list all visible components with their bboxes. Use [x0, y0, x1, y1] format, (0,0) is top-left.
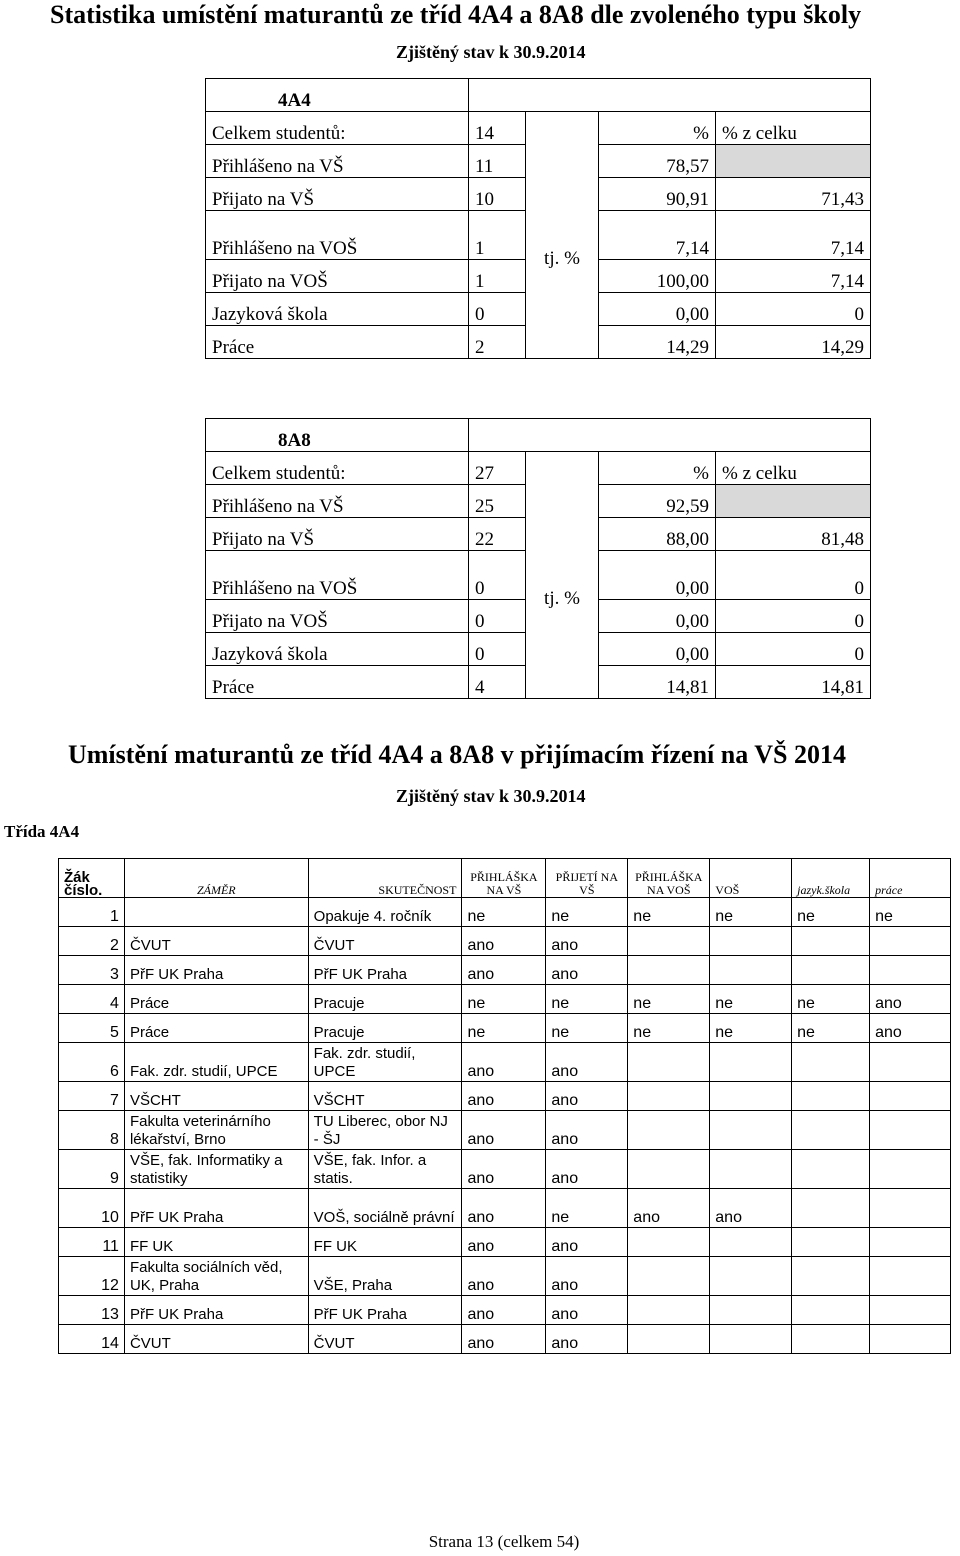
- applied-vs-cell: ano: [462, 1228, 546, 1257]
- reality-cell: Fak. zdr. studií, UPCE: [308, 1043, 462, 1082]
- language-school-cell: [792, 1111, 870, 1150]
- total-count: 27: [469, 452, 526, 485]
- table-row: [59, 927, 951, 956]
- row-pct-total: 0: [716, 633, 871, 666]
- row-count: 2: [469, 326, 526, 359]
- row-pct-total: [716, 145, 871, 178]
- applied-vos-cell: [628, 927, 710, 956]
- applied-vs-cell: ano: [462, 956, 546, 985]
- total-label: Celkem studentů:: [206, 112, 469, 145]
- vos-cell: [710, 1111, 792, 1150]
- total-count: 14: [469, 112, 526, 145]
- class-label: Třída 4A4: [4, 822, 80, 841]
- work-cell: [870, 1228, 951, 1257]
- work-cell: ano: [870, 1014, 951, 1043]
- reality-cell: VŠE, Praha: [308, 1257, 462, 1296]
- row-label: Přihlášeno na VŠ: [206, 485, 469, 518]
- table-row: [59, 1189, 951, 1228]
- intent-cell: Fak. zdr. studií, UPCE: [124, 1043, 308, 1082]
- applied-vs-cell: ano: [462, 1043, 546, 1082]
- applied-vs-cell: ano: [462, 1257, 546, 1296]
- language-school-cell: [792, 1228, 870, 1257]
- row-count: 1: [469, 211, 526, 260]
- applied-vs-cell: ano: [462, 1189, 546, 1228]
- student-number: 13: [59, 1296, 125, 1325]
- language-school-cell: [792, 1325, 870, 1354]
- accepted-vs-cell: ne: [546, 1014, 628, 1043]
- language-school-cell: ne: [792, 985, 870, 1014]
- table-row: [59, 1150, 951, 1189]
- tj-percent-label: tj. %: [526, 485, 599, 699]
- reality-cell: ČVUT: [308, 1325, 462, 1354]
- applied-vos-cell: [628, 1257, 710, 1296]
- applied-vos-cell: [628, 1111, 710, 1150]
- vos-cell: ne: [710, 898, 792, 927]
- work-cell: [870, 956, 951, 985]
- row-count: 0: [469, 600, 526, 633]
- vos-cell: [710, 1257, 792, 1296]
- row-pct: 88,00: [599, 518, 716, 551]
- applied-vs-cell: ne: [462, 898, 546, 927]
- row-pct-total: 7,14: [716, 211, 871, 260]
- section-title: Umístění maturantů ze tříd 4A4 a 8A8 v přijímacím řízení na VŠ 2014: [68, 740, 847, 769]
- student-number: 2: [59, 927, 125, 956]
- table-row: [59, 1043, 951, 1082]
- accepted-vs-cell: ne: [546, 1189, 628, 1228]
- row-pct-total: 0: [716, 551, 871, 600]
- accepted-vs-cell: ano: [546, 1111, 628, 1150]
- accepted-vs-cell: ne: [546, 985, 628, 1014]
- work-cell: [870, 1325, 951, 1354]
- accepted-vs-cell: ano: [546, 927, 628, 956]
- applied-vos-cell: [628, 956, 710, 985]
- header-reality: SKUTEČNOST: [308, 859, 462, 898]
- work-cell: [870, 1296, 951, 1325]
- row-label: Přijato na VOŠ: [206, 260, 469, 293]
- vos-cell: [710, 1150, 792, 1189]
- row-count: 10: [469, 178, 526, 211]
- table-row: [59, 1257, 951, 1296]
- accepted-vs-cell: ano: [546, 1150, 628, 1189]
- vos-cell: ano: [710, 1189, 792, 1228]
- intent-cell: ČVUT: [124, 927, 308, 956]
- pct-total-header: % z celku: [716, 452, 871, 485]
- reality-cell: TU Liberec, obor NJ - ŠJ: [308, 1111, 462, 1150]
- intent-cell: FF UK: [124, 1228, 308, 1257]
- student-number: 4: [59, 985, 125, 1014]
- page-title: Statistika umístění maturantů ze tříd 4A4 a 8A8 dle zvoleného typu školy: [50, 0, 862, 29]
- total-label: Celkem studentů:: [206, 452, 469, 485]
- header-applied-vos: PŘIHLÁŠKA NA VOŠ: [628, 859, 710, 898]
- intent-cell: Práce: [124, 985, 308, 1014]
- vos-cell: [710, 1228, 792, 1257]
- intent-cell: PřF UK Praha: [124, 1296, 308, 1325]
- language-school-cell: [792, 927, 870, 956]
- table-row: [59, 1296, 951, 1325]
- applied-vos-cell: [628, 1325, 710, 1354]
- language-school-cell: [792, 1150, 870, 1189]
- intent-cell: ČVUT: [124, 1325, 308, 1354]
- applied-vs-cell: ano: [462, 1150, 546, 1189]
- applied-vos-cell: [628, 1150, 710, 1189]
- intent-cell: Práce: [124, 1014, 308, 1043]
- accepted-vs-cell: ano: [546, 1043, 628, 1082]
- work-cell: [870, 1257, 951, 1296]
- reality-cell: PřF UK Praha: [308, 1296, 462, 1325]
- student-number: 11: [59, 1228, 125, 1257]
- student-number: 10: [59, 1189, 125, 1228]
- header-vos: VOŠ: [710, 859, 792, 898]
- applied-vos-cell: [628, 1296, 710, 1325]
- student-number: 9: [59, 1150, 125, 1189]
- row-pct: 90,91: [599, 178, 716, 211]
- row-count: 0: [469, 633, 526, 666]
- header-intent: ZÁMĚR: [124, 859, 308, 898]
- applied-vs-cell: ano: [462, 1296, 546, 1325]
- vos-cell: [710, 1082, 792, 1111]
- row-pct: 7,14: [599, 211, 716, 260]
- intent-cell: VŠE, fak. Informatiky a statistiky: [124, 1150, 308, 1189]
- student-number: 8: [59, 1111, 125, 1150]
- intent-cell: Fakulta veterinárního lékařství, Brno: [124, 1111, 308, 1150]
- applied-vs-cell: ne: [462, 1014, 546, 1043]
- row-pct-total: 71,43: [716, 178, 871, 211]
- table-row: [59, 1228, 951, 1257]
- reality-cell: VŠCHT: [308, 1082, 462, 1111]
- pct-header: %: [599, 112, 716, 145]
- vos-cell: [710, 1296, 792, 1325]
- pct-total-header: % z celku: [716, 112, 871, 145]
- row-pct-total: [716, 485, 871, 518]
- row-pct: 0,00: [599, 600, 716, 633]
- vos-cell: [710, 1325, 792, 1354]
- stats-table-4a4: [205, 78, 871, 359]
- row-pct-total: 14,81: [716, 666, 871, 699]
- student-number: 14: [59, 1325, 125, 1354]
- row-label: Práce: [206, 666, 469, 699]
- row-count: 0: [469, 551, 526, 600]
- tj-percent-label: tj. %: [526, 145, 599, 359]
- accepted-vs-cell: ne: [546, 898, 628, 927]
- placement-body: [59, 898, 951, 1354]
- work-cell: [870, 1150, 951, 1189]
- header-work: práce: [870, 859, 951, 898]
- row-pct: 92,59: [599, 485, 716, 518]
- header-applied-vs: PŘIHLÁŠKA NA VŠ: [462, 859, 546, 898]
- table-row: [59, 1111, 951, 1150]
- row-label: Přihlášeno na VOŠ: [206, 551, 469, 600]
- table-row: [59, 1014, 951, 1043]
- accepted-vs-cell: ano: [546, 956, 628, 985]
- language-school-cell: [792, 1257, 870, 1296]
- language-school-cell: [792, 1296, 870, 1325]
- reality-cell: Pracuje: [308, 985, 462, 1014]
- intent-cell: PřF UK Praha: [124, 1189, 308, 1228]
- row-pct: 100,00: [599, 260, 716, 293]
- row-count: 11: [469, 145, 526, 178]
- vos-cell: [710, 1043, 792, 1082]
- row-label: Práce: [206, 326, 469, 359]
- work-cell: [870, 1043, 951, 1082]
- row-count: 1: [469, 260, 526, 293]
- table-row: [59, 956, 951, 985]
- applied-vos-cell: [628, 1082, 710, 1111]
- applied-vos-cell: ne: [628, 1014, 710, 1043]
- row-pct-total: 0: [716, 600, 871, 633]
- date-note: Zjištěný stav k 30.9.2014: [396, 42, 586, 62]
- row-pct: 14,81: [599, 666, 716, 699]
- language-school-cell: [792, 1043, 870, 1082]
- work-cell: ano: [870, 985, 951, 1014]
- applied-vs-cell: ano: [462, 1082, 546, 1111]
- applied-vos-cell: ne: [628, 898, 710, 927]
- work-cell: [870, 927, 951, 956]
- applied-vs-cell: ano: [462, 927, 546, 956]
- row-pct-total: 14,29: [716, 326, 871, 359]
- reality-cell: FF UK: [308, 1228, 462, 1257]
- class-name: 8A8: [206, 419, 469, 452]
- vos-cell: [710, 956, 792, 985]
- intent-cell: VŠCHT: [124, 1082, 308, 1111]
- student-number: 3: [59, 956, 125, 985]
- row-pct: 0,00: [599, 551, 716, 600]
- work-cell: [870, 1189, 951, 1228]
- accepted-vs-cell: ano: [546, 1082, 628, 1111]
- reality-cell: ČVUT: [308, 927, 462, 956]
- table-row: [59, 985, 951, 1014]
- reality-cell: Opakuje 4. ročník: [308, 898, 462, 927]
- intent-cell: Fakulta sociálních věd, UK, Praha: [124, 1257, 308, 1296]
- vos-cell: ne: [710, 1014, 792, 1043]
- row-pct: 14,29: [599, 326, 716, 359]
- language-school-cell: [792, 1082, 870, 1111]
- row-count: 22: [469, 518, 526, 551]
- applied-vs-cell: ano: [462, 1325, 546, 1354]
- language-school-cell: [792, 1189, 870, 1228]
- work-cell: [870, 1111, 951, 1150]
- row-pct: 0,00: [599, 633, 716, 666]
- work-cell: [870, 1082, 951, 1111]
- applied-vos-cell: [628, 1228, 710, 1257]
- student-number: 1: [59, 898, 125, 927]
- language-school-cell: [792, 956, 870, 985]
- table-row: [59, 898, 951, 927]
- stats-table-8a8: [205, 418, 871, 699]
- applied-vos-cell: ne: [628, 985, 710, 1014]
- applied-vos-cell: ano: [628, 1189, 710, 1228]
- applied-vs-cell: ne: [462, 985, 546, 1014]
- row-count: 25: [469, 485, 526, 518]
- table-row: [59, 1082, 951, 1111]
- intent-cell: PřF UK Praha: [124, 956, 308, 985]
- header-language-school: jazyk.škola: [792, 859, 870, 898]
- row-label: Přijato na VOŠ: [206, 600, 469, 633]
- vos-cell: ne: [710, 985, 792, 1014]
- applied-vs-cell: ano: [462, 1111, 546, 1150]
- row-pct-total: 81,48: [716, 518, 871, 551]
- row-pct: 78,57: [599, 145, 716, 178]
- class-name: 4A4: [206, 79, 469, 112]
- language-school-cell: ne: [792, 898, 870, 927]
- header-accepted-vs: PŘIJETÍ NA VŠ: [546, 859, 628, 898]
- row-pct-total: 0: [716, 293, 871, 326]
- reality-cell: PřF UK Praha: [308, 956, 462, 985]
- row-label: Přijato na VŠ: [206, 178, 469, 211]
- work-cell: ne: [870, 898, 951, 927]
- row-label: Přihlášeno na VŠ: [206, 145, 469, 178]
- accepted-vs-cell: ano: [546, 1257, 628, 1296]
- row-count: 4: [469, 666, 526, 699]
- language-school-cell: ne: [792, 1014, 870, 1043]
- row-pct-total: 7,14: [716, 260, 871, 293]
- student-number: 6: [59, 1043, 125, 1082]
- row-label: Jazyková škola: [206, 293, 469, 326]
- reality-cell: Pracuje: [308, 1014, 462, 1043]
- row-label: Přijato na VŠ: [206, 518, 469, 551]
- table-row: [59, 1325, 951, 1354]
- accepted-vs-cell: ano: [546, 1228, 628, 1257]
- intent-cell: [124, 898, 308, 927]
- applied-vos-cell: [628, 1043, 710, 1082]
- vos-cell: [710, 927, 792, 956]
- page-footer: Strana 13 (celkem 54): [428, 1532, 580, 1551]
- row-label: Přihlášeno na VOŠ: [206, 211, 469, 260]
- student-number: 7: [59, 1082, 125, 1111]
- student-number: 12: [59, 1257, 125, 1296]
- row-label: Jazyková škola: [206, 633, 469, 666]
- row-pct: 0,00: [599, 293, 716, 326]
- reality-cell: VŠE, fak. Infor. a statis.: [308, 1150, 462, 1189]
- header-student: Žák číslo.: [59, 859, 125, 898]
- student-number: 5: [59, 1014, 125, 1043]
- accepted-vs-cell: ano: [546, 1296, 628, 1325]
- accepted-vs-cell: ano: [546, 1325, 628, 1354]
- placement-date-note: Zjištěný stav k 30.9.2014: [396, 786, 586, 806]
- placement-table: [58, 858, 951, 1354]
- reality-cell: VOŠ, sociálně právní: [308, 1189, 462, 1228]
- row-count: 0: [469, 293, 526, 326]
- pct-header: %: [599, 452, 716, 485]
